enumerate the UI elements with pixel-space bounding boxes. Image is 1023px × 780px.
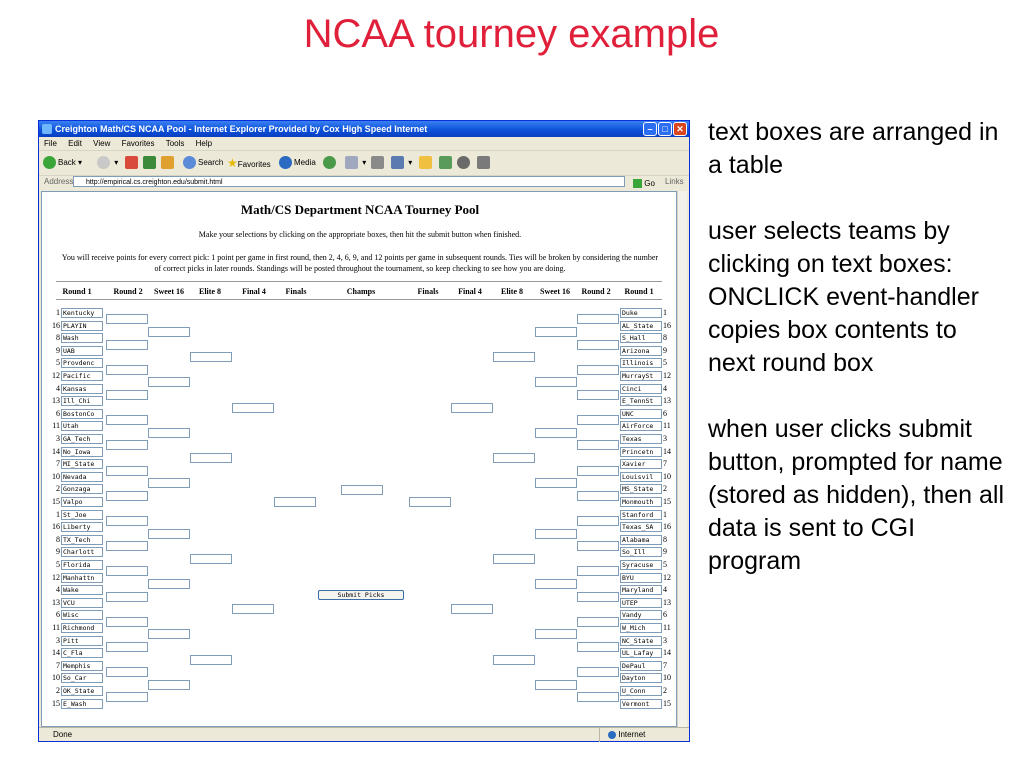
column-header: Round 2 — [581, 287, 611, 296]
seed-number: 3 — [56, 635, 60, 645]
seed-number: 2 — [56, 484, 60, 494]
team-box[interactable]: AirForce — [620, 421, 662, 431]
pick-box[interactable] — [106, 516, 148, 526]
globe-icon — [608, 731, 616, 739]
seed-number: 13 — [663, 396, 671, 406]
seed-number: 15 — [663, 698, 671, 708]
pick-box[interactable] — [577, 415, 619, 425]
pick-box[interactable] — [493, 352, 535, 362]
window-title: Creighton Math/CS NCAA Pool - Internet Explorer Provided by Cox High Speed Internet — [55, 124, 428, 134]
team-box[interactable]: Syracuse — [620, 560, 662, 570]
seed-number: 4 — [663, 383, 667, 393]
slide-notes — [708, 116, 1008, 611]
column-header: Sweet 16 — [540, 287, 570, 296]
pick-box[interactable] — [190, 352, 232, 362]
team-box[interactable]: Vandy — [620, 610, 662, 620]
seed-number: 10 — [52, 673, 60, 683]
team-box[interactable]: Charlott — [61, 547, 103, 557]
status-text: Done — [53, 730, 73, 739]
divider — [56, 281, 662, 282]
team-box[interactable]: Pitt — [61, 636, 103, 646]
stop-icon — [125, 156, 138, 169]
menu-view[interactable]: View — [93, 139, 111, 148]
rules-text: You will receive points for every correct pick: 1 point per game in first round, then 2, 4, 6, 9, and 12 points per game in subsequent rounds. Ties will be broken by considering the number of correct picks in later rounds. Standings will be posted throughout the tournament, so keep checking to see how you are doing. — [61, 253, 659, 273]
pick-box[interactable] — [535, 478, 577, 488]
team-box[interactable]: Kentucky — [61, 308, 103, 318]
pick-box[interactable] — [148, 428, 190, 438]
pick-box[interactable] — [577, 314, 619, 324]
seed-number: 7 — [663, 459, 667, 469]
seed-number: 7 — [663, 660, 667, 670]
mail-button[interactable]: ▾ — [345, 155, 366, 171]
pick-box[interactable] — [577, 617, 619, 627]
seed-number: 10 — [663, 471, 671, 481]
team-box[interactable]: Wash — [61, 333, 103, 343]
security-zone: Internet — [599, 728, 645, 742]
seed-number: 4 — [663, 585, 667, 595]
close-button[interactable]: ✕ — [673, 122, 687, 136]
team-box[interactable]: Illinois — [620, 358, 662, 368]
pick-box[interactable] — [577, 692, 619, 702]
stop-button[interactable] — [125, 155, 140, 171]
go-button[interactable]: Go — [633, 176, 655, 192]
team-box[interactable]: Texas — [620, 434, 662, 444]
pick-box[interactable] — [577, 440, 619, 450]
seed-number: 11 — [52, 421, 60, 431]
team-box[interactable]: Manhattn — [61, 573, 103, 583]
pick-box[interactable] — [106, 642, 148, 652]
edit-icon — [391, 156, 404, 169]
team-box[interactable]: Xavier — [620, 459, 662, 469]
team-box[interactable]: C_Fla — [61, 648, 103, 658]
status-bar — [39, 727, 689, 742]
address-field[interactable]: http://empirical.cs.creighton.edu/submit.html — [73, 176, 625, 187]
team-box[interactable]: Memphis — [61, 661, 103, 671]
menu-help[interactable]: Help — [195, 139, 213, 148]
column-header: Finals — [417, 287, 439, 296]
column-header: Round 2 — [113, 287, 143, 296]
team-box[interactable]: S_Hall — [620, 333, 662, 343]
team-box[interactable]: Wake — [61, 585, 103, 595]
pick-box[interactable] — [577, 390, 619, 400]
tool-icon — [477, 156, 490, 169]
column-header: Final 4 — [458, 287, 482, 296]
team-box[interactable]: DePaul — [620, 661, 662, 671]
pick-box[interactable] — [106, 667, 148, 677]
pick-box[interactable] — [106, 541, 148, 551]
mail-icon — [345, 156, 358, 169]
pick-box[interactable] — [106, 466, 148, 476]
messenger-icon — [457, 156, 470, 169]
links-button[interactable]: Links — [665, 177, 684, 186]
seed-number: 9 — [663, 345, 667, 355]
team-box[interactable]: Duke — [620, 308, 662, 318]
seed-number: 16 — [663, 522, 671, 532]
team-box[interactable]: MS_State — [620, 484, 662, 494]
team-box[interactable]: Gonzaga — [61, 484, 103, 494]
seed-number: 15 — [663, 497, 671, 506]
team-box[interactable]: UAB — [61, 346, 103, 356]
seed-number: 8 — [56, 333, 60, 343]
team-box[interactable]: Florida — [61, 560, 103, 570]
team-box[interactable]: Texas_SA — [620, 522, 662, 532]
pick-box[interactable] — [106, 340, 148, 350]
pick-box[interactable] — [148, 327, 190, 337]
team-box[interactable]: BostonCo — [61, 409, 103, 419]
folder-icon — [419, 156, 432, 169]
pick-box[interactable] — [232, 403, 274, 413]
pick-box[interactable] — [535, 377, 577, 387]
pick-box[interactable] — [493, 554, 535, 564]
forward-arrow-icon — [97, 156, 110, 169]
pick-box[interactable] — [535, 579, 577, 589]
team-box[interactable]: St_Joe — [61, 510, 103, 520]
note-1: text boxes are arranged in a table — [708, 118, 999, 179]
menu-tools[interactable]: Tools — [165, 139, 185, 148]
pick-box[interactable] — [274, 497, 316, 507]
pick-box[interactable] — [190, 655, 232, 665]
seed-number: 10 — [663, 673, 671, 683]
team-box[interactable]: AL_State — [620, 321, 662, 331]
star-icon: ★ — [227, 156, 238, 170]
seed-number: 6 — [56, 610, 60, 620]
search-button[interactable]: Search — [183, 155, 223, 171]
research-button[interactable] — [439, 155, 454, 171]
team-box[interactable]: Dayton — [620, 673, 662, 683]
team-box[interactable]: Valpo — [61, 497, 103, 507]
pick-box[interactable] — [577, 340, 619, 350]
column-header: Elite 8 — [501, 287, 523, 296]
pick-box[interactable] — [577, 516, 619, 526]
team-box[interactable]: Richmond — [61, 623, 103, 633]
team-box[interactable]: Princetn — [620, 447, 662, 457]
edit-button[interactable]: ▾ — [391, 155, 412, 171]
messenger-button[interactable] — [457, 155, 472, 171]
team-box[interactable]: So_Ill — [620, 547, 662, 557]
team-box[interactable]: E_Wash — [61, 699, 103, 709]
seed-number: 2 — [663, 686, 667, 695]
team-box[interactable]: Nevada — [61, 472, 103, 482]
seed-number: 5 — [56, 358, 60, 368]
pick-box[interactable] — [190, 554, 232, 564]
address-label: Address — [44, 177, 74, 186]
column-header: Elite 8 — [199, 287, 221, 296]
team-box[interactable]: MI_State — [61, 459, 103, 469]
go-arrow-icon — [633, 179, 642, 188]
team-box[interactable]: Stanford — [620, 510, 662, 520]
media-icon — [279, 156, 292, 169]
team-box[interactable]: So_Car — [61, 673, 103, 683]
seed-number: 11 — [663, 623, 671, 632]
team-box[interactable]: UTEP — [620, 598, 662, 608]
seed-number: 8 — [56, 534, 60, 544]
seed-number: 9 — [56, 547, 60, 557]
vertical-scrollbar[interactable] — [677, 191, 687, 727]
pick-box[interactable] — [190, 453, 232, 463]
seed-number: 9 — [663, 547, 667, 557]
seed-number: 12 — [663, 371, 671, 380]
seed-number: 16 — [52, 320, 60, 330]
seed-number: 13 — [52, 396, 60, 406]
pick-box[interactable] — [106, 592, 148, 602]
seed-number: 12 — [52, 572, 60, 582]
team-box[interactable]: No_Iowa — [61, 447, 103, 457]
seed-number: 12 — [663, 572, 671, 582]
seed-number: 6 — [663, 408, 667, 418]
pick-box[interactable] — [535, 529, 577, 539]
seed-number: 4 — [56, 383, 60, 393]
seed-number: 16 — [52, 522, 60, 532]
team-box[interactable]: VCU — [61, 598, 103, 608]
pick-box[interactable] — [148, 629, 190, 639]
submit-picks-button[interactable]: Submit Picks — [318, 590, 404, 600]
address-bar — [39, 174, 689, 190]
pick-box[interactable] — [577, 642, 619, 652]
pick-box[interactable] — [409, 497, 451, 507]
team-box[interactable]: U_Conn — [620, 686, 662, 696]
team-box[interactable]: GA_Tech — [61, 434, 103, 444]
seed-number: 1 — [663, 509, 667, 519]
toolbar — [39, 150, 689, 176]
page-content — [41, 191, 677, 727]
intro-text: Make your selections by clicking on the appropriate boxes, then hit the submit button when finished. — [198, 230, 522, 239]
pick-box[interactable] — [106, 491, 148, 501]
team-box[interactable]: NC_State — [620, 636, 662, 646]
home-button[interactable] — [161, 155, 176, 171]
window-titlebar[interactable] — [39, 121, 689, 137]
pick-box[interactable] — [106, 617, 148, 627]
pick-box[interactable] — [106, 566, 148, 576]
pick-box[interactable] — [148, 579, 190, 589]
pick-box[interactable] — [148, 529, 190, 539]
pick-box[interactable] — [535, 428, 577, 438]
seed-number: 11 — [52, 623, 60, 632]
pick-box[interactable] — [577, 566, 619, 576]
history-button[interactable] — [323, 155, 338, 171]
column-header: Round 1 — [62, 287, 92, 296]
pick-box[interactable] — [106, 390, 148, 400]
tool-button[interactable] — [477, 155, 492, 171]
pick-box[interactable] — [535, 680, 577, 690]
note-3: when user clicks submit button, prompted for name (stored as hidden), then all data is sent to CGI program — [708, 415, 1005, 575]
team-box[interactable]: UNC — [620, 409, 662, 419]
seed-number: 3 — [56, 434, 60, 443]
slide-title: NCAA tourney example — [303, 12, 720, 56]
favorites-button[interactable]: ★Favorites — [227, 156, 271, 170]
team-box[interactable]: UL_Lafay — [620, 648, 662, 658]
pick-box[interactable] — [148, 377, 190, 387]
seed-number: 6 — [56, 408, 60, 418]
seed-number: 6 — [663, 610, 667, 620]
seed-number: 1 — [56, 308, 60, 317]
column-header: Finals — [285, 287, 307, 296]
seed-number: 14 — [663, 648, 671, 658]
team-box[interactable]: Kansas — [61, 384, 103, 394]
team-box[interactable]: Vermont — [620, 699, 662, 709]
ie-logo-icon — [42, 124, 52, 134]
pick-box[interactable] — [232, 604, 274, 614]
team-box[interactable]: Louisvil — [620, 472, 662, 482]
pick-box[interactable] — [577, 491, 619, 501]
pick-box[interactable] — [577, 466, 619, 476]
pick-box[interactable] — [493, 453, 535, 463]
pick-box[interactable] — [106, 692, 148, 702]
team-box[interactable]: Monmouth — [620, 497, 662, 507]
seed-number: 15 — [52, 497, 60, 506]
divider — [56, 299, 662, 300]
seed-number: 9 — [56, 345, 60, 355]
seed-number: 8 — [663, 534, 667, 544]
menu-edit[interactable]: Edit — [68, 139, 82, 148]
seed-number: 1 — [663, 308, 667, 317]
folder-button[interactable] — [419, 155, 434, 171]
champion-box[interactable] — [341, 485, 383, 495]
seed-number: 2 — [663, 484, 667, 494]
back-button[interactable]: Back ▾ — [43, 155, 82, 171]
team-box[interactable]: Provdenc — [61, 358, 103, 368]
seed-number: 5 — [663, 560, 667, 569]
team-box[interactable]: Cinci — [620, 384, 662, 394]
print-icon — [371, 156, 384, 169]
menu-favorites[interactable]: Favorites — [121, 139, 155, 148]
pick-box[interactable] — [106, 314, 148, 324]
pick-box[interactable] — [148, 478, 190, 488]
seed-number: 5 — [56, 560, 60, 569]
seed-number: 3 — [663, 635, 667, 645]
refresh-icon — [143, 156, 156, 169]
seed-number: 4 — [56, 585, 60, 595]
pick-box[interactable] — [577, 592, 619, 602]
pick-box[interactable] — [106, 440, 148, 450]
seed-number: 5 — [663, 358, 667, 368]
page-heading: Math/CS Department NCAA Tourney Pool — [240, 202, 480, 217]
seed-number: 1 — [56, 509, 60, 519]
pick-box[interactable] — [577, 667, 619, 677]
team-box[interactable]: E_TennSt — [620, 396, 662, 406]
search-icon — [183, 156, 196, 169]
seed-number: 2 — [56, 686, 60, 695]
team-box[interactable]: BYU — [620, 573, 662, 583]
team-box[interactable]: W_Mich — [620, 623, 662, 633]
seed-number: 14 — [52, 446, 60, 456]
menu-file[interactable]: File — [44, 139, 57, 148]
team-box[interactable]: Utah — [61, 421, 103, 431]
browser-window — [38, 120, 690, 742]
seed-number: 14 — [52, 648, 60, 658]
team-box[interactable]: Ill_Chi — [61, 396, 103, 406]
research-icon — [439, 156, 452, 169]
team-box[interactable]: Pacific — [61, 371, 103, 381]
pick-box[interactable] — [577, 365, 619, 375]
seed-number: 10 — [52, 471, 60, 481]
team-box[interactable]: OK_State — [61, 686, 103, 696]
team-box[interactable]: TX_Tech — [61, 535, 103, 545]
maximize-button[interactable]: □ — [658, 122, 672, 136]
menu-bar — [39, 137, 689, 150]
team-box[interactable]: Wisc — [61, 610, 103, 620]
column-header: Round 1 — [624, 287, 654, 296]
refresh-button[interactable] — [143, 155, 158, 171]
pick-box[interactable] — [535, 327, 577, 337]
seed-number: 15 — [52, 698, 60, 708]
pick-box[interactable] — [106, 415, 148, 425]
team-box[interactable]: Liberty — [61, 522, 103, 532]
pick-box[interactable] — [451, 604, 493, 614]
seed-number: 14 — [663, 446, 671, 456]
pick-box[interactable] — [577, 541, 619, 551]
seed-number: 3 — [663, 434, 667, 443]
seed-number: 7 — [56, 459, 60, 469]
home-icon — [161, 156, 174, 169]
pick-box[interactable] — [535, 629, 577, 639]
pick-box[interactable] — [148, 680, 190, 690]
team-box[interactable]: Alabama — [620, 535, 662, 545]
note-2: user selects teams by clicking on text boxes: ONCLICK event-handler copies box contents to next round box — [708, 217, 979, 377]
minimize-button[interactable]: – — [643, 122, 657, 136]
pick-box[interactable] — [451, 403, 493, 413]
seed-number: 7 — [56, 660, 60, 670]
seed-number: 11 — [663, 421, 671, 431]
column-header: Final 4 — [242, 287, 266, 296]
seed-number: 13 — [52, 597, 60, 607]
forward-button[interactable]: ▾ — [97, 155, 118, 171]
team-box[interactable]: Arizona — [620, 346, 662, 356]
team-box[interactable]: MurraySt — [620, 371, 662, 381]
seed-number: 16 — [663, 320, 671, 330]
column-header: Champs — [346, 287, 376, 296]
pick-box[interactable] — [106, 365, 148, 375]
back-arrow-icon — [43, 156, 56, 169]
print-button[interactable] — [371, 155, 386, 171]
history-icon — [323, 156, 336, 169]
seed-number: 12 — [52, 371, 60, 380]
team-box[interactable]: Maryland — [620, 585, 662, 595]
team-box[interactable]: PLAYIN — [61, 321, 103, 331]
column-header: Sweet 16 — [154, 287, 184, 296]
pick-box[interactable] — [493, 655, 535, 665]
seed-number: 13 — [663, 597, 671, 607]
media-button[interactable]: Media — [279, 155, 316, 171]
seed-number: 8 — [663, 333, 667, 343]
